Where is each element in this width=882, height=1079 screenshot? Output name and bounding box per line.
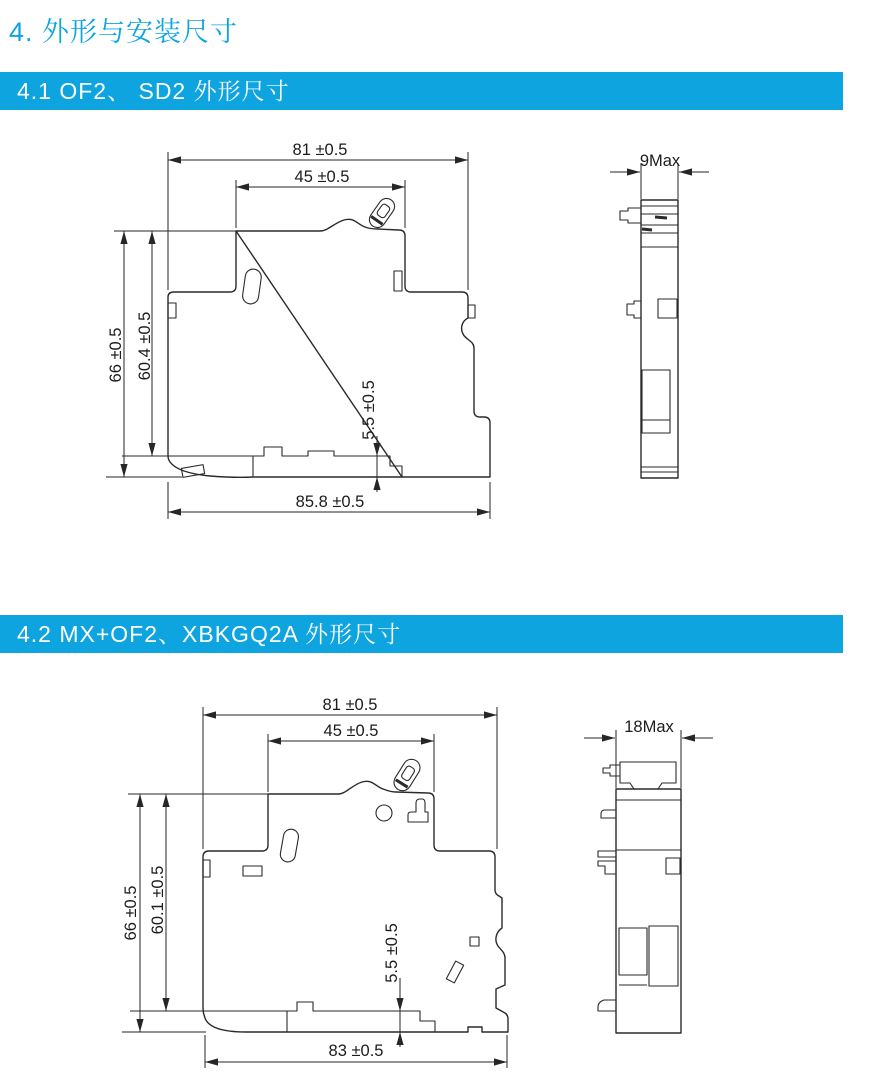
side-view-1 <box>610 152 709 478</box>
side-tab-mid-1 <box>627 301 641 318</box>
drawing-mx-of2 <box>0 690 882 1079</box>
section-2-banner <box>0 615 843 653</box>
mounting-slot-2 <box>279 828 300 863</box>
edge-slot-left-2 <box>203 860 210 877</box>
edge-slot-left-1 <box>168 303 176 318</box>
side-plug-2 <box>603 765 620 776</box>
inner-slot-2 <box>243 866 262 876</box>
square-hole-2 <box>470 937 479 946</box>
dim-depth-1: 9Max <box>639 152 681 170</box>
dim-width-bottom-1: 85.8 ±0.5 <box>295 493 365 511</box>
side-view-2 <box>584 718 713 1033</box>
lever-clip-1 <box>366 195 397 230</box>
round-hole-2 <box>376 805 392 821</box>
inner-slot-1 <box>394 271 402 291</box>
front-view-2 <box>122 696 508 1068</box>
dim-width-bottom-2: 83 ±0.5 <box>328 1042 384 1060</box>
dim-width-inner-2: 45 ±0.5 <box>323 722 379 740</box>
dim-rail-depth-1: 5.5 ±0.5 <box>360 380 378 440</box>
side-hook-mid-2 <box>598 861 616 874</box>
dim-height-inner-2: 60.1 ±0.5 <box>149 865 167 935</box>
slanted-slot-2 <box>446 961 463 983</box>
latch-shape-2 <box>408 799 428 822</box>
dim-width-top-1: 81 ±0.5 <box>292 141 348 159</box>
section-1-title: 4.1 OF2、 SD2 外形尺寸 <box>17 78 290 104</box>
front-view-1 <box>106 141 490 519</box>
side-hook-bottom-2 <box>598 1000 616 1011</box>
dim-height-inner-1: 60.4 ±0.5 <box>136 311 154 381</box>
lever-clip-2 <box>391 756 423 794</box>
drawing-of2-sd2 <box>0 130 882 560</box>
dim-depth-2: 18Max <box>624 718 674 736</box>
edge-slot-right-1 <box>468 305 475 318</box>
dim-rail-depth-2: 5.5 ±0.5 <box>383 923 401 983</box>
section-2-title: 4.2 MX+OF2、XBKGQ2A 外形尺寸 <box>17 621 402 647</box>
dim-width-top-2: 81 ±0.5 <box>322 696 378 714</box>
dim-height-outer-1: 66 ±0.5 <box>107 327 125 383</box>
mounting-slot-1 <box>242 268 263 305</box>
dim-width-inner-1: 45 ±0.5 <box>294 168 350 186</box>
side-hook-top-2 <box>601 810 616 818</box>
side-tab-2 <box>598 851 616 857</box>
side-tab-top-1 <box>620 208 641 223</box>
dim-height-outer-2: 66 ±0.5 <box>122 885 140 941</box>
section-1-banner <box>0 72 843 110</box>
page-title: 4. 外形与安装尺寸 <box>9 17 239 47</box>
